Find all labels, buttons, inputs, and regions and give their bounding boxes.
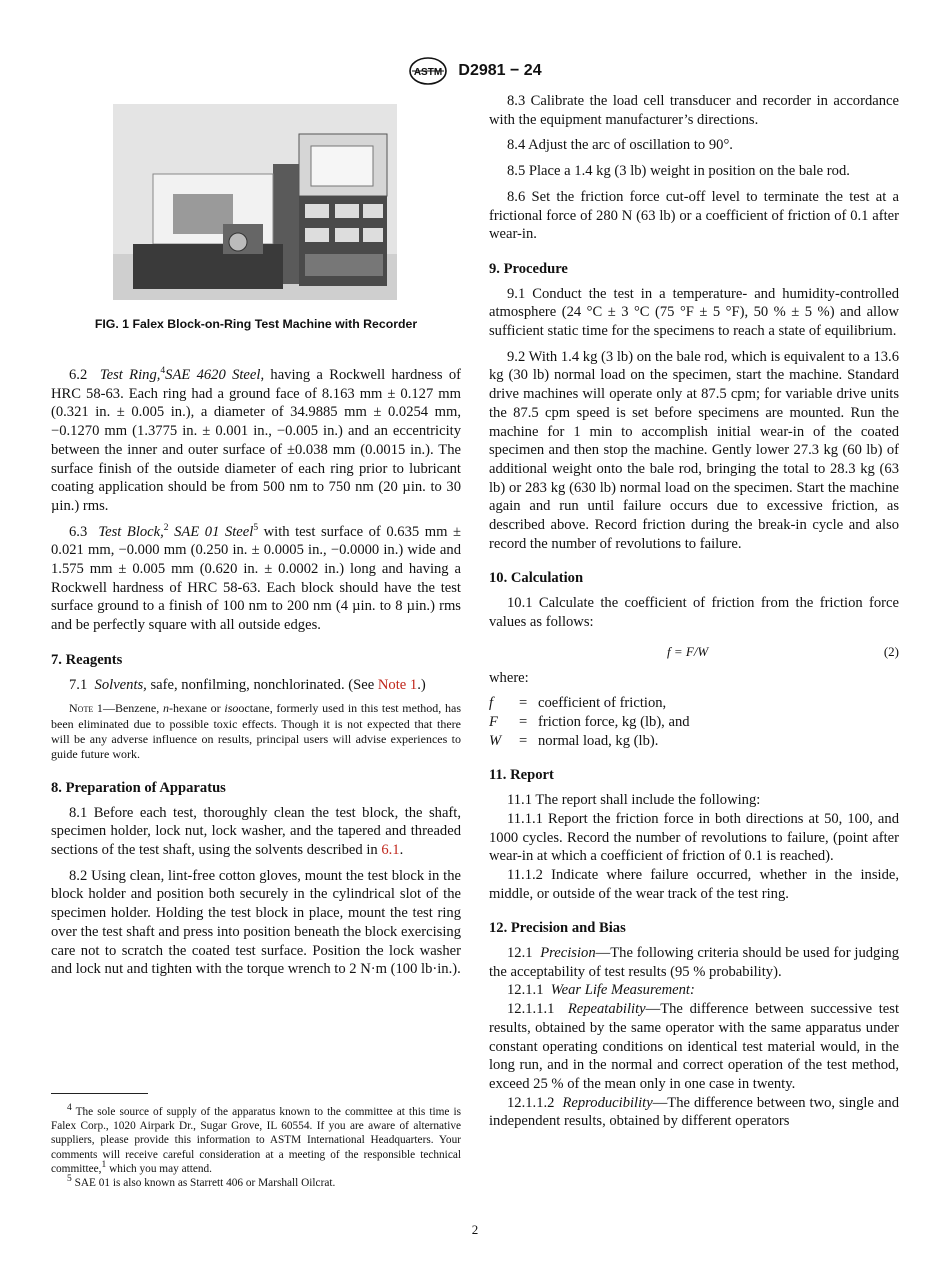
where-label: where: bbox=[489, 669, 529, 686]
paragraph-8-4: 8.4 Adjust the arc of oscillation to 90°. bbox=[507, 137, 733, 154]
figure-caption: FIG. 1 Falex Block-on-Ring Test Machine with Recorder bbox=[94, 317, 418, 331]
footnote-rule bbox=[51, 1093, 148, 1094]
paragraph-11-1-2: 11.1.2 Indicate where failure occurred, whether in the inside, middle, or outside of the wear track of the test ring. bbox=[489, 866, 899, 902]
page-number: 2 bbox=[471, 1222, 479, 1237]
figure-1 bbox=[51, 104, 461, 336]
page-header bbox=[0, 56, 950, 86]
paragraph-9-2: 9.2 With 1.4 kg (3 lb) on the bale rod, which is equivalent to a 13.6 kg (30 lb) normal load on the specimen, start the machine. Standard drive machines will operate only at 87.5 cpm; for variable drive units the 87.5 cpm speed is set before specimens are mounted. Run the machine for 1 min to accomplish initial wear-in of the coated specimen and then stop the machine. Gently lower 27.3 kg (60 lb) of additional weight onto the bale rod, bringing the total to 28.3 kg (63 lb) or 283 kg (630 lb) normal load on the specimen. Start the machine again and run until failure occurs due to excessive friction, as described above. Record friction during the break-in cycle and also record the number of revolutions to failure. bbox=[489, 348, 899, 552]
astm-logo-icon bbox=[408, 56, 448, 86]
paragraph-9-1: 9.1 Conduct the test in a temperature- and humidity-controlled atmosphere (24 °C ± 3 °C (75 °F ± 5 °F), 50 % ± 5 %) and allow sufficient static time for the specimens to reach a state of equilibrium. bbox=[489, 285, 899, 340]
section-11-heading: 11. Report bbox=[489, 767, 554, 784]
section-9-heading: 9. Procedure bbox=[489, 260, 568, 277]
paragraph-11-1: 11.1 The report shall include the following: bbox=[507, 792, 761, 809]
paragraph-12-1-1-2: 12.1.1.2 Reproducibility—The difference between two, single and independent results, obtained by different operators bbox=[489, 1094, 899, 1130]
where-row: f = coefficient of friction, bbox=[489, 695, 667, 712]
paragraph-7-1: 7.1 Solvents, safe, nonfilming, nonchlorinated. (See Note 1.) bbox=[69, 676, 426, 693]
paragraph-12-1: 12.1 Precision—The following criteria should be used for judging the acceptability of test results (95 % probability). bbox=[489, 945, 899, 980]
footnotes bbox=[51, 1093, 461, 1190]
footnote-4: $^4$ The sole source of supply of the apparatus known to the committee at this time is Falex Corp., 1020 Airpark Dr., Sugar Grove, IL 60554. If you are aware of alternative suppliers, please provide this information to ASTM International Headquarters. Your comments will receive careful consideration at a meeting of the responsible technical committee,$^1$ which you may attend. bbox=[51, 1103, 461, 1175]
where-row: W = normal load, kg (lb). bbox=[489, 732, 659, 749]
paragraph-8-6: 8.6 Set the friction force cut-off level to terminate the test at a frictional force of 280 N (63 lb) or a coefficient of friction of 0.1 after wear-in. bbox=[489, 188, 899, 243]
right-column bbox=[489, 92, 899, 1131]
equation-2 bbox=[489, 639, 899, 665]
paragraph-11-1-1: 11.1.1 Report the friction force in both directions at 50, 100, and 1000 cycles. Record the number of revolutions to failure, (point after wear-in at which a coefficient of friction of 0.1 is reached). bbox=[489, 810, 899, 865]
paragraph-8-1: 8.1 Before each test, thoroughly clean the test block, the shaft, specimen holder, lock nut, lock washer, and the tapered and threaded sections of the test shaft, using the solvents described in 6.1. bbox=[51, 804, 461, 858]
paragraph-8-5: 8.5 Place a 1.4 kg (3 lb) weight in position on the bale rod. bbox=[507, 163, 850, 180]
note-1: Note 1—Benzene, n-hexane or isooctane, formerly used in this test method, has been eliminated due to possible toxic effects. Though it is not expected that there will be any adverse influence on results, principal users will advise experiences to guide future work. bbox=[51, 701, 461, 762]
paragraph-10-1: 10.1 Calculate the coefficient of friction from the friction force values as follows: bbox=[489, 595, 899, 630]
paragraph-8-2: 8.2 Using clean, lint-free cotton gloves, mount the test block in the block holder and position both securely in the cylindrical slot of the specimen holder. Holding the test block in place, mount the test ring over the test shaft and press into position beneath the block exercising care not to scratch the coated test surface. Position the lock washer and lock nut and tighten with the torque wrench to 2 N·m (100 lb·in.). bbox=[51, 867, 461, 978]
where-row: F = friction force, kg (lb), and bbox=[489, 713, 690, 730]
paragraph-12-1-1: 12.1.1 Wear Life Measurement: bbox=[507, 982, 695, 999]
document-number: D2981 − 24 bbox=[458, 62, 542, 79]
equation-number: (2) bbox=[883, 643, 899, 659]
section-10-heading: 10. Calculation bbox=[489, 570, 584, 587]
section-6-1-link[interactable]: 6.1 bbox=[381, 841, 400, 858]
logo-text: ASTM bbox=[414, 67, 443, 78]
section-12-heading: 12. Precision and Bias bbox=[489, 920, 626, 937]
left-column bbox=[51, 92, 461, 986]
paragraph-8-3: 8.3 Calibrate the load cell transducer and recorder in accordance with the equipment manufacturer’s directions. bbox=[489, 93, 899, 128]
where-list bbox=[489, 694, 899, 750]
section-7-heading: 7. Reagents bbox=[51, 651, 123, 668]
equation-formula: f = F/W bbox=[667, 643, 709, 659]
paragraph-6-3: 6.3 Test Block,$^2$ SAE 01 Steel$^5$ with test surface of 0.635 mm ± 0.021 mm, −0.000 mm (0.250 in. ± 0.0005 in., −0.0000 in.) wide and 1.575 mm ± 0.005 mm (0.620 in. ± 0.0002 in.) long and having a Rockwell hardness of HRC 58-63. Each block should have the test surface ground to a finish of 100 nm to 200 nm (4 µin. to 8 µin.) rms and be perfectly square with all outside edges. bbox=[51, 522, 461, 634]
section-8-heading: 8. Preparation of Apparatus bbox=[51, 779, 226, 796]
paragraph-12-1-1-1: 12.1.1.1 Repeatability—The difference between successive test results, obtained by the same operator with the same apparatus under constant operating conditions on identical test material would, in the long run, and in the normal and correct operation of the test method, exceed 25 % of the mean only in one case in twenty. bbox=[489, 1001, 900, 1092]
note-1-link[interactable]: Note 1 bbox=[377, 676, 418, 693]
paragraph-6-2: 6.2 Test Ring,$^4$SAE 4620 Steel, having a Rockwell hardness of HRC 58-63. Each ring had a ground face of 8.163 mm ± 0.127 mm (0.321 in. ± 0.005 in.), a diameter of 34.9885 mm ± 0.0254 mm, −0.1270 mm (1.3775 in. ± 0.001 in., −0.005 in.) and an eccentricity between the inner and outer surface of ±0.038 mm (0.0015 in.). The surface finish of the outside diameter of each ring prior to lubricant coating application should be from 500 nm to 750 nm (20 µin. to 30 µin.) rms. bbox=[51, 366, 461, 514]
machine-photo bbox=[113, 104, 397, 300]
footnote-5: $^5$ SAE 01 is also known as Starrett 406 or Marshall Oilcrat. bbox=[67, 1174, 336, 1190]
